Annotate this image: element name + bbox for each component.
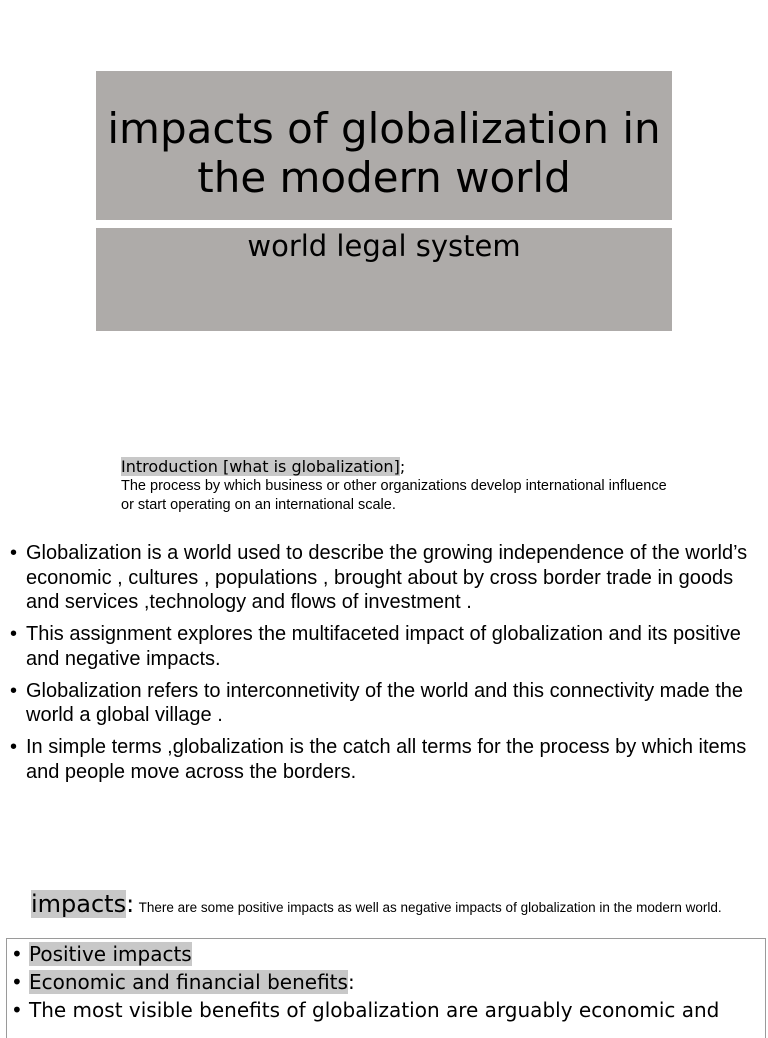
intro-section	[121, 457, 681, 515]
bullet-icon: •	[10, 623, 18, 645]
intro-heading-line	[121, 457, 681, 477]
slide-title: impacts of globalization in the modern world	[107, 103, 661, 202]
list-item-text: In simple terms ,globalization is the catch all terms for the process by which items and people move across the borders.	[26, 736, 747, 783]
intro-heading: Introduction [what is globalization]	[121, 457, 400, 476]
title-box	[96, 71, 672, 220]
impacts-colon: :	[126, 890, 135, 918]
intro-definition: The process by which business or other organizations develop international influence or start operating on an international scale.	[121, 478, 667, 513]
bullet-icon: •	[11, 942, 23, 966]
bullet-icon: •	[10, 679, 18, 702]
list-item-text: Globalization is a world used to describe the growing independence of the world’s economic , cultures , populations , brought about by cross border trade in goods and services ,technology and flows of investment .	[26, 542, 748, 613]
impacts-section	[31, 889, 731, 919]
list-item	[8, 735, 760, 784]
bullet-icon: •	[11, 998, 23, 1022]
intro-heading-suffix: ;	[399, 457, 406, 476]
impacts-heading	[31, 890, 134, 918]
lower-bullet-list	[7, 942, 765, 1023]
economic-benefits-heading: Economic and financial benefits	[29, 970, 348, 994]
list-item	[8, 679, 760, 728]
next-slide-box	[6, 938, 766, 1038]
list-item-text: This assignment explores the multifaceted impact of globalization and its positive and negative impacts.	[26, 623, 741, 670]
subtitle-box	[96, 228, 672, 331]
list-item	[8, 622, 760, 671]
positive-impacts-heading: Positive impacts	[29, 942, 192, 966]
impacts-description: There are some positive impacts as well as negative impacts of globalization in the modern world.	[138, 900, 722, 915]
impacts-label: impacts	[31, 890, 127, 918]
bullet-icon: •	[10, 542, 18, 564]
bullet-icon: •	[11, 970, 23, 994]
list-item	[8, 541, 760, 615]
slide-subtitle: world legal system	[247, 229, 521, 263]
list-item	[11, 970, 765, 995]
economic-benefits-colon: :	[347, 970, 355, 994]
list-item	[11, 998, 765, 1023]
list-item-text: Globalization refers to interconnetivity of the world and this connectivity made the world a global village .	[26, 679, 744, 726]
list-item	[11, 942, 765, 967]
main-bullet-list	[8, 541, 760, 792]
list-item-text: The most visible benefits of globalization are arguably economic and	[29, 998, 720, 1022]
bullet-icon: •	[10, 736, 18, 758]
